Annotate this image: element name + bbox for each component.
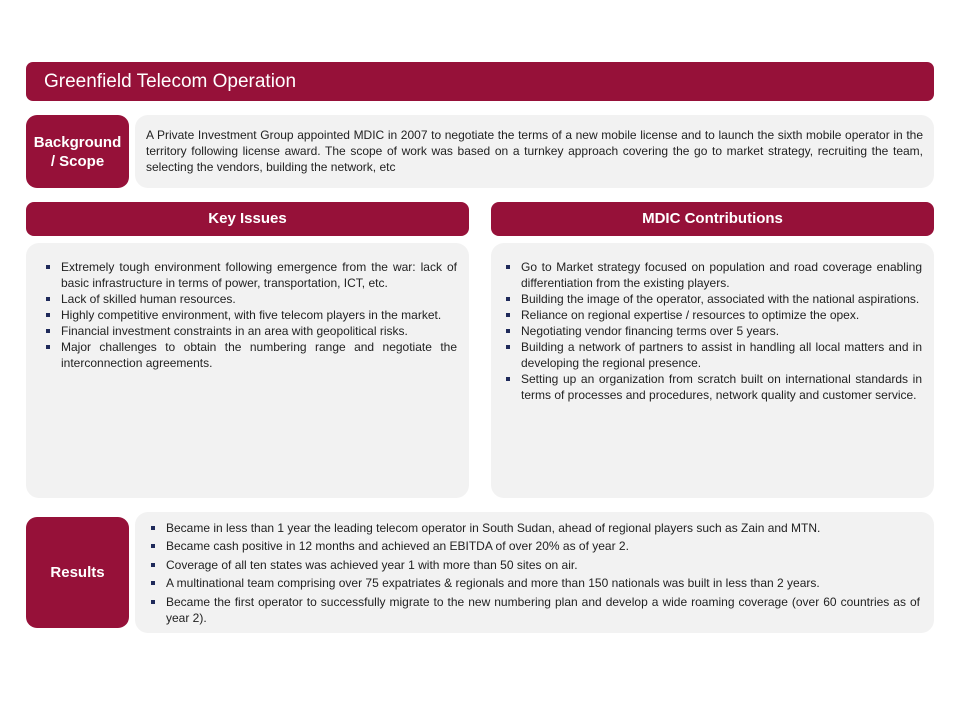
results-label-text: Results [50, 564, 105, 581]
key-issue-item: Financial investment constraints in an area with geopolitical risks. [40, 323, 457, 339]
background-scope-label [26, 115, 129, 188]
result-item: Became the first operator to successfully migrate to the new numbering plan and develop a wide roaming coverage (over 60 countries as of year 2). [145, 594, 920, 626]
key-issue-item: Lack of skilled human resources. [40, 291, 457, 307]
key-issue-item: Major challenges to obtain the numbering range and negotiate the interconnection agreements. [40, 339, 457, 371]
key-issue-item: Extremely tough environment following emergence from the war: lack of basic infrastructure in terms of power, transportation, ICT, etc. [40, 259, 457, 291]
contribution-item: Setting up an organization from scratch built on international standards in terms of processes and procedures, network quality and customer service. [500, 371, 922, 403]
contribution-item: Building the image of the operator, associated with the national aspirations. [500, 291, 922, 307]
contributions-panel [491, 243, 934, 498]
key-issue-item: Highly competitive environment, with five telecom players in the market. [40, 307, 457, 323]
results-panel [135, 512, 934, 633]
contribution-item: Reliance on regional expertise / resources to optimize the opex. [500, 307, 922, 323]
contributions-header: MDIC Contributions [491, 202, 934, 236]
key-issues-header: Key Issues [26, 202, 469, 236]
results-label [26, 517, 129, 628]
key-issues-panel [26, 243, 469, 498]
result-item: Coverage of all ten states was achieved year 1 with more than 50 sites on air. [145, 557, 920, 573]
background-text: A Private Investment Group appointed MDIC in 2007 to negotiate the terms of a new mobile license and to launch the sixth mobile operator in the territory following license award. The scope of work was based on a turnkey approach covering the go to market strategy, recruiting the team, selecting the vendors, building the network, etc [146, 128, 923, 174]
result-item: Became cash positive in 12 months and achieved an EBITDA of over 20% as of year 2. [145, 538, 920, 554]
contribution-item: Go to Market strategy focused on population and road coverage enabling differentiation from the existing players. [500, 259, 922, 291]
contribution-item: Building a network of partners to assist in handling all local matters and in developing the regional presence. [500, 339, 922, 371]
background-panel [135, 115, 934, 188]
result-item: A multinational team comprising over 75 expatriates & regionals and more than 150 nationals was built in less than 2 years. [145, 575, 920, 591]
result-item: Became in less than 1 year the leading telecom operator in South Sudan, ahead of regional players such as Zain and MTN. [145, 520, 920, 536]
contribution-item: Negotiating vendor financing terms over 5 years. [500, 323, 922, 339]
page-title: Greenfield Telecom Operation [26, 62, 934, 101]
background-scope-label-text: Background / Scope [33, 133, 122, 170]
